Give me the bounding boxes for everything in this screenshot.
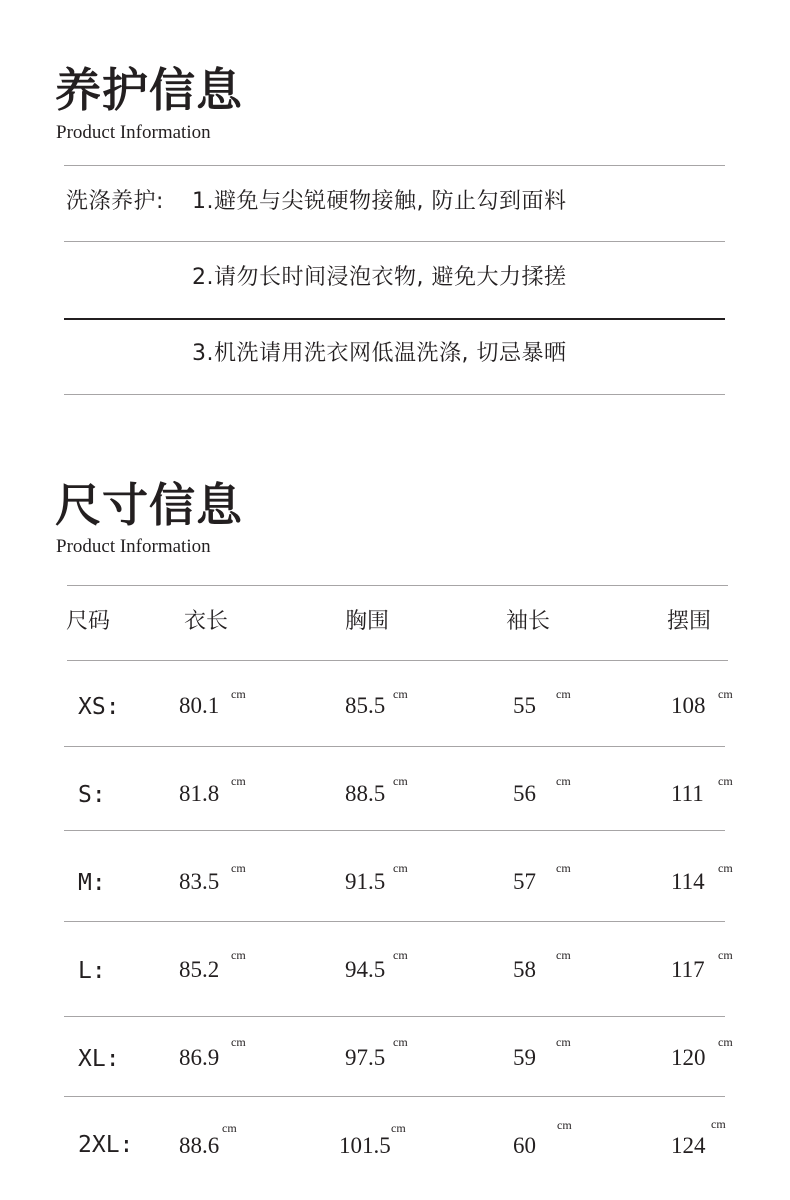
chest-unit: cm bbox=[393, 1035, 408, 1049]
length-unit: cm bbox=[222, 1121, 237, 1135]
sleeve-unit: cm bbox=[556, 774, 571, 788]
sleeve-unit: cm bbox=[556, 687, 571, 701]
divider bbox=[67, 660, 728, 661]
length-value: 80.1 bbox=[179, 693, 220, 718]
hem-unit: cm bbox=[718, 861, 733, 875]
care-subtitle: Product Information bbox=[56, 122, 211, 143]
size-subtitle: Product Information bbox=[56, 536, 211, 557]
header-chest: 胸围 bbox=[345, 609, 390, 634]
sleeve-unit: cm bbox=[556, 948, 571, 962]
length-value: 83.5 bbox=[179, 869, 220, 894]
sleeve-unit: cm bbox=[556, 1035, 571, 1049]
sleeve-value: 59 bbox=[513, 1045, 536, 1070]
sleeve-value: 55 bbox=[513, 693, 536, 718]
size-label: S: bbox=[78, 782, 106, 808]
chest-unit: cm bbox=[393, 687, 408, 701]
size-label: L: bbox=[78, 958, 106, 984]
hem-value: 124 bbox=[671, 1133, 706, 1158]
sleeve-unit: cm bbox=[557, 1118, 572, 1132]
length-unit: cm bbox=[231, 1035, 246, 1049]
header-size: 尺码 bbox=[66, 609, 111, 634]
size-label: M: bbox=[78, 870, 106, 896]
hem-unit: cm bbox=[718, 1035, 733, 1049]
size-label: XL: bbox=[78, 1046, 120, 1072]
divider bbox=[64, 241, 725, 242]
length-value: 86.9 bbox=[179, 1045, 220, 1070]
header-sleeve: 袖长 bbox=[506, 609, 551, 634]
hem-unit: cm bbox=[711, 1117, 726, 1131]
sleeve-value: 60 bbox=[513, 1133, 536, 1158]
chest-value: 91.5 bbox=[345, 869, 386, 894]
care-label: 洗涤养护: bbox=[66, 189, 164, 214]
size-label: XS: bbox=[78, 694, 120, 720]
divider bbox=[64, 318, 725, 320]
divider bbox=[64, 921, 725, 922]
hem-unit: cm bbox=[718, 948, 733, 962]
length-unit: cm bbox=[231, 948, 246, 962]
divider bbox=[64, 746, 725, 747]
chest-value: 101.5 bbox=[339, 1133, 391, 1158]
hem-value: 117 bbox=[671, 957, 705, 982]
length-value: 81.8 bbox=[179, 781, 220, 806]
chest-unit: cm bbox=[393, 861, 408, 875]
care-item-3: 3.机洗请用洗衣网低温洗涤, 切忌暴晒 bbox=[192, 341, 567, 366]
chest-value: 88.5 bbox=[345, 781, 386, 806]
length-value: 85.2 bbox=[179, 957, 220, 982]
divider bbox=[64, 1096, 725, 1097]
hem-value: 111 bbox=[671, 781, 704, 806]
chest-value: 94.5 bbox=[345, 957, 386, 982]
hem-value: 114 bbox=[671, 869, 705, 894]
size-title: 尺寸信息 bbox=[55, 478, 243, 532]
hem-unit: cm bbox=[718, 774, 733, 788]
header-hem: 摆围 bbox=[667, 609, 712, 634]
care-item-1: 1.避免与尖锐硬物接触, 防止勾到面料 bbox=[192, 189, 567, 214]
header-length: 衣长 bbox=[184, 609, 229, 634]
table-top-divider bbox=[67, 585, 728, 586]
chest-unit: cm bbox=[393, 948, 408, 962]
hem-value: 108 bbox=[671, 693, 706, 718]
sleeve-value: 58 bbox=[513, 957, 536, 982]
hem-unit: cm bbox=[718, 687, 733, 701]
length-unit: cm bbox=[231, 861, 246, 875]
care-title: 养护信息 bbox=[55, 63, 243, 117]
length-value: 88.6 bbox=[179, 1133, 220, 1158]
size-label: 2XL: bbox=[78, 1132, 134, 1158]
divider bbox=[64, 394, 725, 395]
divider bbox=[64, 830, 725, 831]
chest-unit: cm bbox=[393, 774, 408, 788]
length-unit: cm bbox=[231, 774, 246, 788]
chest-unit: cm bbox=[391, 1121, 406, 1135]
care-item-2: 2.请勿长时间浸泡衣物, 避免大力揉搓 bbox=[192, 265, 567, 290]
chest-value: 85.5 bbox=[345, 693, 386, 718]
length-unit: cm bbox=[231, 687, 246, 701]
chest-value: 97.5 bbox=[345, 1045, 386, 1070]
divider bbox=[64, 1016, 725, 1017]
sleeve-value: 56 bbox=[513, 781, 536, 806]
divider bbox=[64, 165, 725, 166]
sleeve-value: 57 bbox=[513, 869, 536, 894]
hem-value: 120 bbox=[671, 1045, 706, 1070]
sleeve-unit: cm bbox=[556, 861, 571, 875]
